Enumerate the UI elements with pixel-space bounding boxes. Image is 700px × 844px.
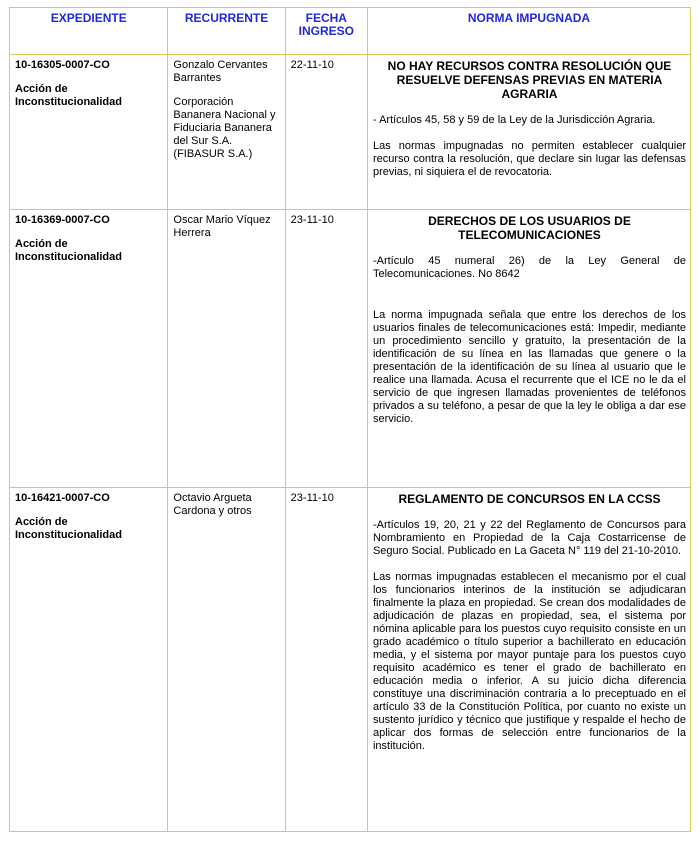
action-type: Acción de Inconstitucionalidad: [15, 516, 122, 541]
recurrente-cell: [168, 488, 285, 832]
norma-title: NO HAY RECURSOS CONTRA RESOLUCIÓN QUE RESUELVE DEFENSAS PREVIAS EN MATERIA AGRARIA: [387, 59, 672, 101]
fecha-ingreso: 22-11-10: [290, 59, 334, 71]
norma-title: REGLAMENTO DE CONCURSOS EN LA CCSS: [398, 492, 661, 506]
recurrente-cell: [168, 210, 285, 488]
expediente-cell: [10, 210, 168, 488]
expediente-number: 10-16369-0007-CO: [15, 214, 110, 226]
fecha-cell: [285, 210, 367, 488]
recurrente-name: Octavio Argueta Cardona y otros: [173, 492, 252, 517]
recurrente-name: Gonzalo Cervantes Barrantes: [173, 59, 268, 84]
expediente-number: 10-16421-0007-CO: [15, 492, 110, 504]
norma-articles: - Artículos 45, 58 y 59 de la Ley de la Jurisdicción Agraria.: [372, 114, 656, 126]
fecha-ingreso: 23-11-10: [290, 492, 334, 504]
norma-articles: -Artículo 45 numeral 26) de la Ley General de Telecomunicaciones. No 8642: [372, 255, 686, 280]
table-row: [10, 210, 691, 488]
header-fecha-ingreso: FECHA INGRESO: [285, 8, 367, 55]
table-row: [10, 55, 691, 210]
expediente-cell: [10, 55, 168, 210]
header-recurrente: RECURRENTE: [168, 8, 285, 55]
norma-articles: -Artículos 19, 20, 21 y 22 del Reglamento de Concursos para Nombramiento en Propiedad de la Caja Costarricense de Seguro Social. Publicado en La Gaceta N° 119 del 21-10-2010.: [372, 519, 686, 557]
fecha-cell: [285, 55, 367, 210]
norma-description: Las normas impugnadas establecen el mecanismo por el cual los funcionarios interinos de la institución se adjudicaran finalmente la plaza en propiedad. Se crean dos modalidades de adjudicación de plazas en propiedad, sea, el sistema por nómina aplicable para los puestos cuyo requisito consiste en un grado académico o título superior a bachillerato en educación media, y el sistema por mayor puntaje para los puestos cuyo requisito académico es tener el grado de bachillerato en educación media o inferior. A su juicio dicha diferencia constituye una discriminación contraria a lo preceptuado en el artículo 33 de la Constitución Política, por cuanto no existe un sustento jurídico y técnico que justifique y respalde el hecho de aplicar dos formas de selección entre funcionarios de la institución.: [372, 571, 686, 752]
header-norma-impugnada: NORMA IMPUGNADA: [367, 8, 690, 55]
table-row: [10, 488, 691, 832]
fecha-ingreso: 23-11-10: [290, 214, 334, 226]
fecha-cell: [285, 488, 367, 832]
norma-description: Las normas impugnadas no permiten establecer cualquier recurso contra la resolución, que declare sin lugar las defensas previas, ni siquiera el de revocatoria.: [372, 140, 686, 178]
expediente-number: 10-16305-0007-CO: [15, 59, 110, 71]
expedientes-table: [9, 7, 691, 832]
norma-cell: [367, 210, 690, 488]
action-type: Acción de Inconstitucionalidad: [15, 238, 122, 263]
recurrente-name: Corporación Bananera Nacional y Fiduciaria Bananera del Sur S.A. (FIBASUR S.A.): [173, 96, 276, 160]
norma-cell: [367, 488, 690, 832]
norma-title: DERECHOS DE LOS USUARIOS DE TELECOMUNICACIONES: [428, 214, 631, 242]
action-type: Acción de Inconstitucionalidad: [15, 83, 122, 108]
header-row: [10, 8, 691, 55]
norma-cell: [367, 55, 690, 210]
expediente-cell: [10, 488, 168, 832]
recurrente-name: Oscar Mario Víquez Herrera: [173, 214, 271, 239]
norma-description: La norma impugnada señala que entre los derechos de los usuarios finales de telecomunicaciones está: Impedir, mediante un procedimiento sencillo y gratuito, la presentación de la identificación de su línea en las llamadas que genere o la presentación de la identificación de su línea al usuario que le realice una llamada. Acusa el recurrente que el ICE no le da el servicio de que ingresen llamadas provenientes de teléfonos privados a su teléfono, a pesar de que la ley le obliga a dar ese servicio.: [372, 309, 686, 425]
header-expediente: EXPEDIENTE: [10, 8, 168, 55]
recurrente-cell: [168, 55, 285, 210]
